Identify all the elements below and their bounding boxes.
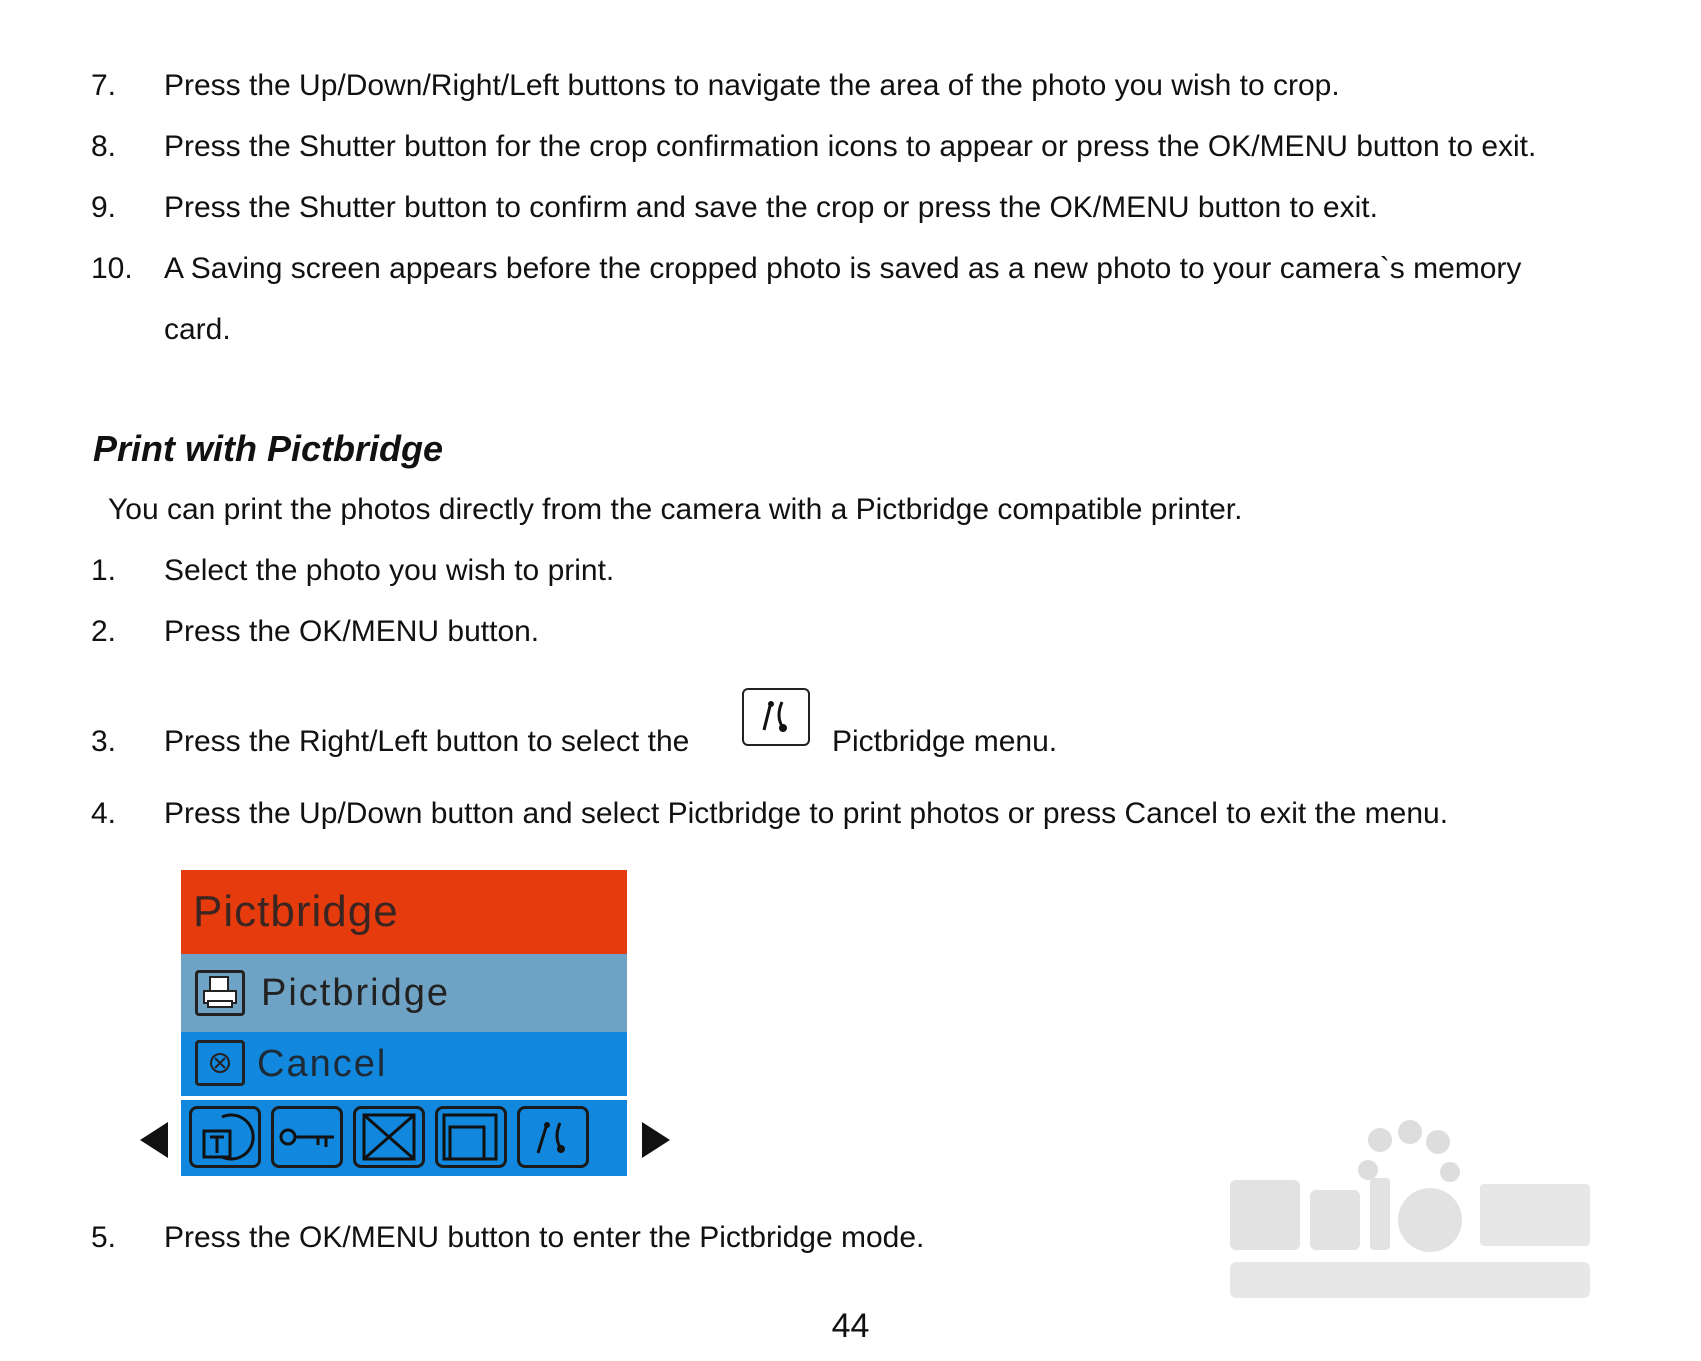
section-title: Print with Pictbridge — [93, 428, 444, 469]
camera-menu-screenshot — [181, 870, 627, 1176]
step-text: A Saving screen appears before the cropped photo is saved as a new photo to your camera`s memory — [164, 252, 1522, 285]
step-number: 10. — [91, 252, 133, 285]
step-text: Pictbridge menu. — [832, 725, 1058, 758]
step-number: 2. — [91, 615, 117, 648]
step-number: 8. — [91, 130, 117, 163]
printer-icon — [195, 970, 245, 1016]
step-text: Press the Shutter button to confirm and save the crop or press the OK/MENU button to exit. — [164, 191, 1378, 224]
baidu-jingyan-watermark — [1210, 1110, 1610, 1310]
pictbridge-icon — [517, 1106, 589, 1168]
step-number: 1. — [91, 554, 117, 587]
left-arrow-icon — [140, 1122, 168, 1158]
cancel-icon — [195, 1040, 245, 1086]
step-text: Press the Up/Down button and select Pictbridge to print photos or press Cancel to exit the menu. — [164, 797, 1449, 830]
section-intro: You can print the photos directly from the camera with a Pictbridge compatible printer. — [108, 493, 1243, 526]
step-text: Press the OK/MENU button to enter the Pictbridge mode. — [164, 1221, 925, 1254]
step-text: Select the photo you wish to print. — [164, 554, 615, 587]
step-number: 7. — [91, 69, 117, 102]
step-number: 9. — [91, 191, 117, 224]
crop-icon — [435, 1106, 507, 1168]
protect-key-icon — [271, 1106, 343, 1168]
pictbridge-icon — [742, 688, 810, 746]
delete-icon — [353, 1106, 425, 1168]
step-number: 4. — [91, 797, 117, 830]
menu-toolbar — [181, 1100, 627, 1176]
menu-title: Pictbridge — [181, 870, 627, 954]
step-text: Press the OK/MENU button. — [164, 615, 540, 648]
step-text: Press the Shutter button for the crop confirmation icons to appear or press the OK/MENU button to exit. — [164, 130, 1537, 163]
step-text: Press the Up/Down/Right/Left buttons to navigate the area of the photo you wish to crop. — [164, 69, 1340, 102]
menu-item-label: Cancel — [257, 1043, 388, 1085]
step-text: card. — [164, 313, 231, 346]
menu-item-pictbridge — [181, 954, 627, 1032]
date-imprint-icon — [189, 1106, 261, 1168]
page-number: 44 — [831, 1307, 870, 1345]
menu-item-label: Pictbridge — [261, 972, 450, 1014]
step-number: 5. — [91, 1221, 117, 1254]
right-arrow-icon — [642, 1122, 670, 1158]
step-number: 3. — [91, 725, 117, 758]
menu-item-cancel — [181, 1032, 627, 1096]
step-text: Press the Right/Left button to select the — [164, 725, 690, 758]
